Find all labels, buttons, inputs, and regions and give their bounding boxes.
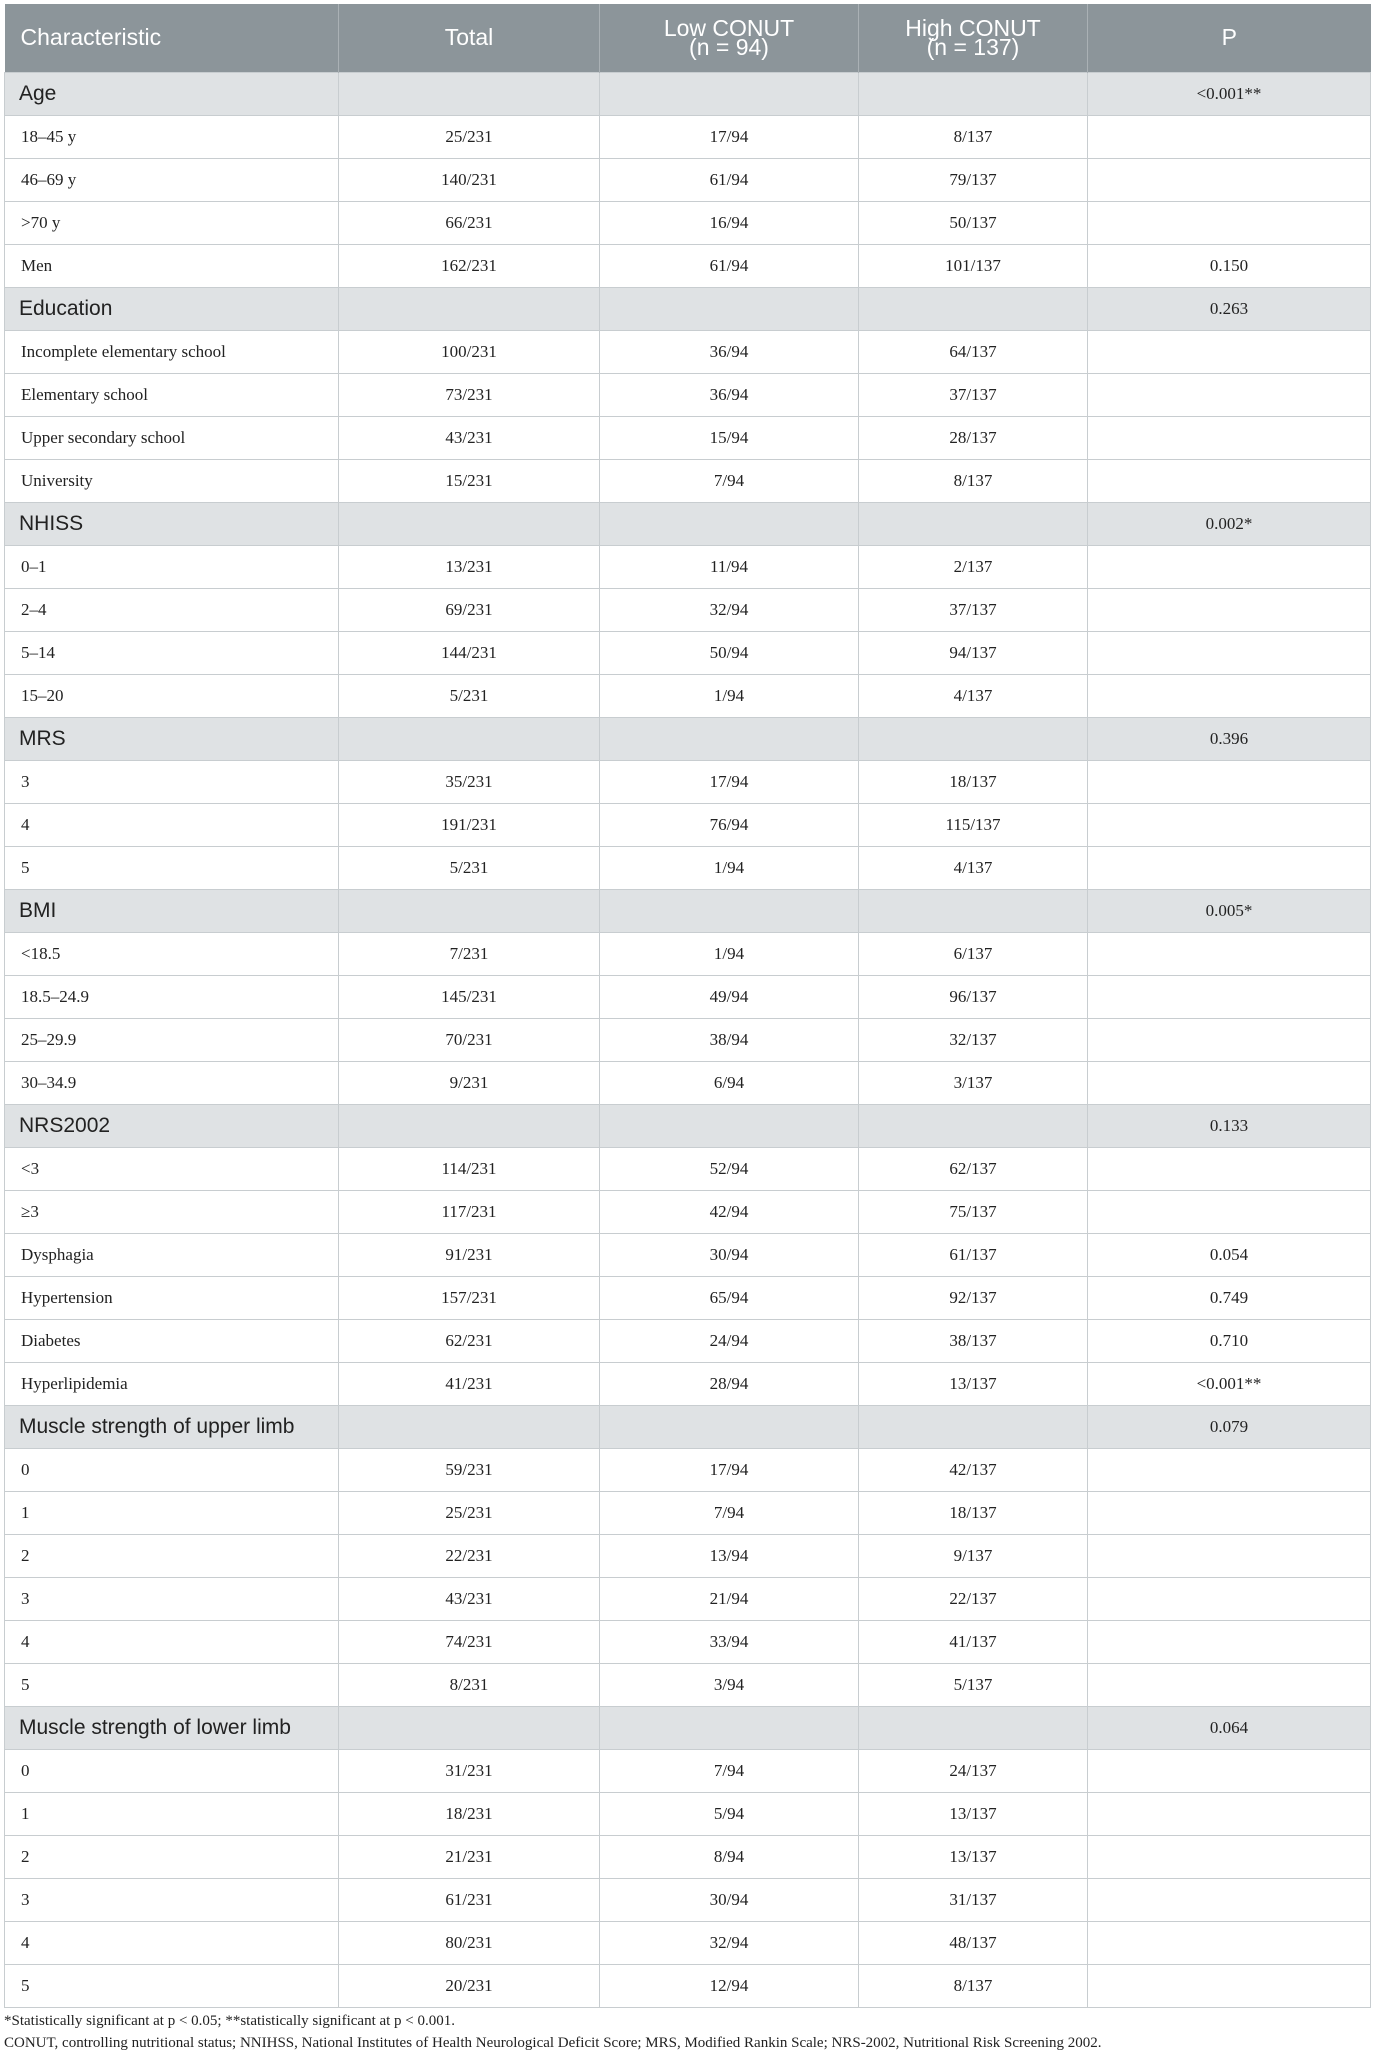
cell-characteristic: Age bbox=[5, 72, 339, 115]
cell-characteristic: <3 bbox=[5, 1147, 339, 1190]
cell-low-conut: 16/94 bbox=[600, 201, 859, 244]
cell-characteristic: <18.5 bbox=[5, 932, 339, 975]
cell-total bbox=[339, 72, 600, 115]
cell-low-conut: 7/94 bbox=[600, 459, 859, 502]
cell-p-value bbox=[1088, 1878, 1371, 1921]
cell-characteristic: Dysphagia bbox=[5, 1233, 339, 1276]
cell-low-conut bbox=[600, 1706, 859, 1749]
table-row bbox=[5, 1534, 1371, 1577]
cell-low-conut: 6/94 bbox=[600, 1061, 859, 1104]
table-row bbox=[5, 459, 1371, 502]
section-row bbox=[5, 889, 1371, 932]
cell-characteristic: 1 bbox=[5, 1792, 339, 1835]
cell-characteristic: 18–45 y bbox=[5, 115, 339, 158]
cell-p-value: 0.133 bbox=[1088, 1104, 1371, 1147]
table-row bbox=[5, 1663, 1371, 1706]
cell-characteristic: 0 bbox=[5, 1448, 339, 1491]
cell-low-conut: 32/94 bbox=[600, 1921, 859, 1964]
cell-total: 157/231 bbox=[339, 1276, 600, 1319]
table-footnotes bbox=[4, 2010, 1370, 2054]
table-row bbox=[5, 846, 1371, 889]
cell-high-conut: 31/137 bbox=[859, 1878, 1088, 1921]
cell-total bbox=[339, 717, 600, 760]
cell-low-conut: 11/94 bbox=[600, 545, 859, 588]
cell-low-conut: 12/94 bbox=[600, 1964, 859, 2007]
header-row bbox=[5, 4, 1371, 72]
cell-total: 144/231 bbox=[339, 631, 600, 674]
cell-low-conut: 61/94 bbox=[600, 158, 859, 201]
cell-characteristic: 2–4 bbox=[5, 588, 339, 631]
cell-low-conut bbox=[600, 1104, 859, 1147]
cell-p-value bbox=[1088, 1534, 1371, 1577]
cell-characteristic: 0–1 bbox=[5, 545, 339, 588]
cell-low-conut bbox=[600, 72, 859, 115]
cell-total: 15/231 bbox=[339, 459, 600, 502]
cell-total: 41/231 bbox=[339, 1362, 600, 1405]
cell-total: 80/231 bbox=[339, 1921, 600, 1964]
cell-high-conut: 96/137 bbox=[859, 975, 1088, 1018]
cell-total: 62/231 bbox=[339, 1319, 600, 1362]
cell-p-value: 0.064 bbox=[1088, 1706, 1371, 1749]
cell-p-value bbox=[1088, 1663, 1371, 1706]
footnote-abbreviations: CONUT, controlling nutritional status; NNIHSS, National Institutes of Health Neurological Deficit Score; MRS, Modified Rankin Scale; NRS-2002, Nutritional Risk Screening 2002. bbox=[4, 2035, 1102, 2051]
table-row bbox=[5, 631, 1371, 674]
cell-p-value bbox=[1088, 1147, 1371, 1190]
cell-total: 35/231 bbox=[339, 760, 600, 803]
cell-p-value bbox=[1088, 373, 1371, 416]
cell-p-value bbox=[1088, 1577, 1371, 1620]
cell-low-conut: 7/94 bbox=[600, 1491, 859, 1534]
cell-total: 59/231 bbox=[339, 1448, 600, 1491]
cell-low-conut: 1/94 bbox=[600, 674, 859, 717]
cell-total: 21/231 bbox=[339, 1835, 600, 1878]
header-p-value: P bbox=[1088, 4, 1371, 72]
header-high-conut bbox=[859, 4, 1088, 72]
cell-p-value bbox=[1088, 1620, 1371, 1663]
table-row bbox=[5, 674, 1371, 717]
cell-high-conut: 79/137 bbox=[859, 158, 1088, 201]
cell-p-value: 0.054 bbox=[1088, 1233, 1371, 1276]
header-characteristic: Characteristic bbox=[5, 4, 339, 72]
cell-low-conut: 21/94 bbox=[600, 1577, 859, 1620]
section-row bbox=[5, 1104, 1371, 1147]
table-row bbox=[5, 760, 1371, 803]
cell-high-conut: 5/137 bbox=[859, 1663, 1088, 1706]
cell-characteristic: 15–20 bbox=[5, 674, 339, 717]
cell-p-value: 0.749 bbox=[1088, 1276, 1371, 1319]
header-high-conut-label: High CONUT bbox=[905, 14, 1041, 41]
cell-low-conut: 15/94 bbox=[600, 416, 859, 459]
cell-total: 91/231 bbox=[339, 1233, 600, 1276]
header-low-conut-label: Low CONUT bbox=[663, 14, 795, 41]
cell-total bbox=[339, 1706, 600, 1749]
cell-characteristic: Muscle strength of upper limb bbox=[5, 1405, 339, 1448]
cell-low-conut: 36/94 bbox=[600, 373, 859, 416]
cell-characteristic: Muscle strength of lower limb bbox=[5, 1706, 339, 1749]
cell-low-conut: 5/94 bbox=[600, 1792, 859, 1835]
cell-total: 140/231 bbox=[339, 158, 600, 201]
section-row bbox=[5, 287, 1371, 330]
table-row bbox=[5, 1491, 1371, 1534]
cell-high-conut bbox=[859, 502, 1088, 545]
cell-characteristic: BMI bbox=[5, 889, 339, 932]
cell-total: 69/231 bbox=[339, 588, 600, 631]
cell-characteristic: Hyperlipidemia bbox=[5, 1362, 339, 1405]
cell-p-value bbox=[1088, 201, 1371, 244]
table-row bbox=[5, 115, 1371, 158]
cell-low-conut: 1/94 bbox=[600, 846, 859, 889]
table-row bbox=[5, 1577, 1371, 1620]
section-row bbox=[5, 1706, 1371, 1749]
cell-total: 5/231 bbox=[339, 846, 600, 889]
cell-high-conut: 8/137 bbox=[859, 115, 1088, 158]
table-row bbox=[5, 1921, 1371, 1964]
cell-high-conut: 13/137 bbox=[859, 1835, 1088, 1878]
table-row bbox=[5, 1792, 1371, 1835]
cell-high-conut: 37/137 bbox=[859, 588, 1088, 631]
cell-p-value bbox=[1088, 416, 1371, 459]
table-row bbox=[5, 1878, 1371, 1921]
cell-high-conut: 42/137 bbox=[859, 1448, 1088, 1491]
cell-high-conut: 3/137 bbox=[859, 1061, 1088, 1104]
cell-p-value bbox=[1088, 158, 1371, 201]
cell-p-value: <0.001** bbox=[1088, 1362, 1371, 1405]
cell-total: 114/231 bbox=[339, 1147, 600, 1190]
cell-p-value: 0.005* bbox=[1088, 889, 1371, 932]
cell-total: 22/231 bbox=[339, 1534, 600, 1577]
cell-p-value bbox=[1088, 115, 1371, 158]
cell-p-value bbox=[1088, 674, 1371, 717]
cell-characteristic: Hypertension bbox=[5, 1276, 339, 1319]
footnote-significance: *Statistically significant at p < 0.05; **statistically significant at p < 0.001. bbox=[4, 2013, 456, 2029]
cell-p-value: 0.710 bbox=[1088, 1319, 1371, 1362]
table-row bbox=[5, 373, 1371, 416]
header-high-conut-n: (n = 137) bbox=[926, 33, 1020, 60]
cell-total: 70/231 bbox=[339, 1018, 600, 1061]
cell-p-value bbox=[1088, 1018, 1371, 1061]
cell-low-conut: 17/94 bbox=[600, 115, 859, 158]
table-row bbox=[5, 1964, 1371, 2007]
cell-total: 18/231 bbox=[339, 1792, 600, 1835]
section-row bbox=[5, 72, 1371, 115]
cell-high-conut: 8/137 bbox=[859, 459, 1088, 502]
cell-low-conut: 17/94 bbox=[600, 760, 859, 803]
cell-low-conut: 1/94 bbox=[600, 932, 859, 975]
cell-high-conut bbox=[859, 717, 1088, 760]
cell-low-conut bbox=[600, 1405, 859, 1448]
cell-low-conut: 32/94 bbox=[600, 588, 859, 631]
cell-p-value bbox=[1088, 1792, 1371, 1835]
cell-total: 191/231 bbox=[339, 803, 600, 846]
cell-characteristic: 30–34.9 bbox=[5, 1061, 339, 1104]
cell-p-value bbox=[1088, 1491, 1371, 1534]
cell-characteristic: Incomplete elementary school bbox=[5, 330, 339, 373]
cell-total: 9/231 bbox=[339, 1061, 600, 1104]
cell-total bbox=[339, 287, 600, 330]
cell-high-conut: 28/137 bbox=[859, 416, 1088, 459]
cell-high-conut: 8/137 bbox=[859, 1964, 1088, 2007]
cell-high-conut bbox=[859, 1706, 1088, 1749]
cell-p-value bbox=[1088, 1964, 1371, 2007]
cell-high-conut: 62/137 bbox=[859, 1147, 1088, 1190]
cell-low-conut: 24/94 bbox=[600, 1319, 859, 1362]
cell-total: 162/231 bbox=[339, 244, 600, 287]
cell-total: 8/231 bbox=[339, 1663, 600, 1706]
table-row bbox=[5, 932, 1371, 975]
cell-characteristic: 2 bbox=[5, 1835, 339, 1878]
cell-p-value: 0.002* bbox=[1088, 502, 1371, 545]
cell-high-conut: 75/137 bbox=[859, 1190, 1088, 1233]
table-row bbox=[5, 803, 1371, 846]
cell-high-conut bbox=[859, 287, 1088, 330]
table-row bbox=[5, 1018, 1371, 1061]
cell-low-conut: 76/94 bbox=[600, 803, 859, 846]
cell-total: 20/231 bbox=[339, 1964, 600, 2007]
cell-characteristic: MRS bbox=[5, 717, 339, 760]
table-row bbox=[5, 545, 1371, 588]
cell-characteristic: NHISS bbox=[5, 502, 339, 545]
cell-low-conut bbox=[600, 889, 859, 932]
cell-low-conut: 30/94 bbox=[600, 1233, 859, 1276]
cell-characteristic: ≥3 bbox=[5, 1190, 339, 1233]
cell-high-conut: 64/137 bbox=[859, 330, 1088, 373]
cell-high-conut bbox=[859, 1405, 1088, 1448]
cell-characteristic: 1 bbox=[5, 1491, 339, 1534]
table-row bbox=[5, 1620, 1371, 1663]
cell-high-conut: 18/137 bbox=[859, 760, 1088, 803]
cell-total: 61/231 bbox=[339, 1878, 600, 1921]
cell-total: 66/231 bbox=[339, 201, 600, 244]
cell-p-value bbox=[1088, 545, 1371, 588]
cell-total: 25/231 bbox=[339, 1491, 600, 1534]
cell-characteristic: 3 bbox=[5, 1878, 339, 1921]
cell-characteristic: 3 bbox=[5, 760, 339, 803]
cell-p-value bbox=[1088, 588, 1371, 631]
cell-p-value bbox=[1088, 803, 1371, 846]
cell-p-value bbox=[1088, 631, 1371, 674]
cell-high-conut bbox=[859, 889, 1088, 932]
table-row bbox=[5, 201, 1371, 244]
cell-characteristic: University bbox=[5, 459, 339, 502]
cell-low-conut: 28/94 bbox=[600, 1362, 859, 1405]
cell-total: 74/231 bbox=[339, 1620, 600, 1663]
cell-high-conut: 115/137 bbox=[859, 803, 1088, 846]
cell-p-value bbox=[1088, 1448, 1371, 1491]
cell-characteristic: Diabetes bbox=[5, 1319, 339, 1362]
cell-high-conut: 4/137 bbox=[859, 846, 1088, 889]
cell-high-conut: 13/137 bbox=[859, 1362, 1088, 1405]
cell-high-conut: 61/137 bbox=[859, 1233, 1088, 1276]
cell-characteristic: Men bbox=[5, 244, 339, 287]
cell-characteristic: 46–69 y bbox=[5, 158, 339, 201]
table-row bbox=[5, 330, 1371, 373]
cell-high-conut: 32/137 bbox=[859, 1018, 1088, 1061]
cell-high-conut: 24/137 bbox=[859, 1749, 1088, 1792]
cell-high-conut: 50/137 bbox=[859, 201, 1088, 244]
cell-low-conut: 36/94 bbox=[600, 330, 859, 373]
cell-p-value: 0.150 bbox=[1088, 244, 1371, 287]
cell-total bbox=[339, 502, 600, 545]
cell-total: 7/231 bbox=[339, 932, 600, 975]
cell-low-conut bbox=[600, 287, 859, 330]
cell-characteristic: 5–14 bbox=[5, 631, 339, 674]
cell-total: 43/231 bbox=[339, 416, 600, 459]
cell-total bbox=[339, 1104, 600, 1147]
cell-high-conut: 22/137 bbox=[859, 1577, 1088, 1620]
cell-high-conut: 41/137 bbox=[859, 1620, 1088, 1663]
table-row bbox=[5, 1190, 1371, 1233]
cell-low-conut: 8/94 bbox=[600, 1835, 859, 1878]
cell-p-value bbox=[1088, 1835, 1371, 1878]
cell-total: 43/231 bbox=[339, 1577, 600, 1620]
cell-characteristic: 25–29.9 bbox=[5, 1018, 339, 1061]
cell-high-conut: 37/137 bbox=[859, 373, 1088, 416]
cell-characteristic: 5 bbox=[5, 846, 339, 889]
cell-p-value: 0.079 bbox=[1088, 1405, 1371, 1448]
cell-low-conut: 61/94 bbox=[600, 244, 859, 287]
cell-characteristic: NRS2002 bbox=[5, 1104, 339, 1147]
table-row bbox=[5, 416, 1371, 459]
table-row bbox=[5, 1061, 1371, 1104]
cell-high-conut: 92/137 bbox=[859, 1276, 1088, 1319]
cell-total: 73/231 bbox=[339, 373, 600, 416]
cell-low-conut: 30/94 bbox=[600, 1878, 859, 1921]
cell-characteristic: 4 bbox=[5, 1921, 339, 1964]
cell-high-conut: 2/137 bbox=[859, 545, 1088, 588]
cell-p-value bbox=[1088, 846, 1371, 889]
cell-p-value: <0.001** bbox=[1088, 72, 1371, 115]
cell-characteristic: >70 y bbox=[5, 201, 339, 244]
cell-low-conut: 13/94 bbox=[600, 1534, 859, 1577]
cell-p-value: 0.263 bbox=[1088, 287, 1371, 330]
cell-low-conut: 7/94 bbox=[600, 1749, 859, 1792]
cell-characteristic: 5 bbox=[5, 1964, 339, 2007]
cell-characteristic: Elementary school bbox=[5, 373, 339, 416]
cell-p-value bbox=[1088, 975, 1371, 1018]
table-row bbox=[5, 1319, 1371, 1362]
cell-high-conut: 9/137 bbox=[859, 1534, 1088, 1577]
cell-high-conut bbox=[859, 72, 1088, 115]
table-row bbox=[5, 244, 1371, 287]
section-row bbox=[5, 502, 1371, 545]
cell-low-conut: 3/94 bbox=[600, 1663, 859, 1706]
cell-characteristic: Education bbox=[5, 287, 339, 330]
cell-characteristic: 2 bbox=[5, 1534, 339, 1577]
cell-high-conut: 48/137 bbox=[859, 1921, 1088, 1964]
cell-low-conut: 52/94 bbox=[600, 1147, 859, 1190]
header-low-conut bbox=[600, 4, 859, 72]
table-body bbox=[5, 72, 1371, 2007]
cell-low-conut: 33/94 bbox=[600, 1620, 859, 1663]
cell-total bbox=[339, 1405, 600, 1448]
cell-low-conut bbox=[600, 717, 859, 760]
section-row bbox=[5, 717, 1371, 760]
table-row bbox=[5, 1276, 1371, 1319]
header-low-conut-n: (n = 94) bbox=[689, 33, 769, 60]
cell-high-conut: 4/137 bbox=[859, 674, 1088, 717]
table-header bbox=[5, 4, 1371, 72]
cell-p-value bbox=[1088, 1061, 1371, 1104]
cell-total: 31/231 bbox=[339, 1749, 600, 1792]
characteristics-table-container bbox=[4, 4, 1370, 2008]
cell-high-conut bbox=[859, 1104, 1088, 1147]
cell-low-conut: 42/94 bbox=[600, 1190, 859, 1233]
cell-total: 13/231 bbox=[339, 545, 600, 588]
cell-low-conut: 49/94 bbox=[600, 975, 859, 1018]
table-row bbox=[5, 588, 1371, 631]
section-row bbox=[5, 1405, 1371, 1448]
cell-low-conut: 17/94 bbox=[600, 1448, 859, 1491]
cell-characteristic: 18.5–24.9 bbox=[5, 975, 339, 1018]
table-row bbox=[5, 1233, 1371, 1276]
cell-p-value bbox=[1088, 1190, 1371, 1233]
cell-characteristic: 4 bbox=[5, 803, 339, 846]
table-row bbox=[5, 158, 1371, 201]
cell-p-value bbox=[1088, 459, 1371, 502]
table-row bbox=[5, 975, 1371, 1018]
table-row bbox=[5, 1448, 1371, 1491]
cell-p-value: 0.396 bbox=[1088, 717, 1371, 760]
cell-total: 5/231 bbox=[339, 674, 600, 717]
cell-high-conut: 13/137 bbox=[859, 1792, 1088, 1835]
cell-low-conut: 65/94 bbox=[600, 1276, 859, 1319]
cell-high-conut: 18/137 bbox=[859, 1491, 1088, 1534]
cell-p-value bbox=[1088, 330, 1371, 373]
cell-p-value bbox=[1088, 760, 1371, 803]
cell-characteristic: 0 bbox=[5, 1749, 339, 1792]
cell-high-conut: 38/137 bbox=[859, 1319, 1088, 1362]
cell-p-value bbox=[1088, 932, 1371, 975]
cell-characteristic: 5 bbox=[5, 1663, 339, 1706]
cell-low-conut bbox=[600, 502, 859, 545]
cell-high-conut: 6/137 bbox=[859, 932, 1088, 975]
table-row bbox=[5, 1147, 1371, 1190]
cell-characteristic: 4 bbox=[5, 1620, 339, 1663]
cell-total bbox=[339, 889, 600, 932]
table-row bbox=[5, 1749, 1371, 1792]
cell-high-conut: 101/137 bbox=[859, 244, 1088, 287]
cell-high-conut: 94/137 bbox=[859, 631, 1088, 674]
cell-total: 100/231 bbox=[339, 330, 600, 373]
cell-total: 145/231 bbox=[339, 975, 600, 1018]
cell-characteristic: 3 bbox=[5, 1577, 339, 1620]
cell-low-conut: 38/94 bbox=[600, 1018, 859, 1061]
characteristics-table bbox=[4, 4, 1371, 2008]
cell-characteristic: Upper secondary school bbox=[5, 416, 339, 459]
cell-p-value bbox=[1088, 1749, 1371, 1792]
cell-p-value bbox=[1088, 1921, 1371, 1964]
cell-total: 117/231 bbox=[339, 1190, 600, 1233]
cell-total: 25/231 bbox=[339, 115, 600, 158]
table-row bbox=[5, 1835, 1371, 1878]
table-row bbox=[5, 1362, 1371, 1405]
cell-low-conut: 50/94 bbox=[600, 631, 859, 674]
header-total: Total bbox=[339, 4, 600, 72]
